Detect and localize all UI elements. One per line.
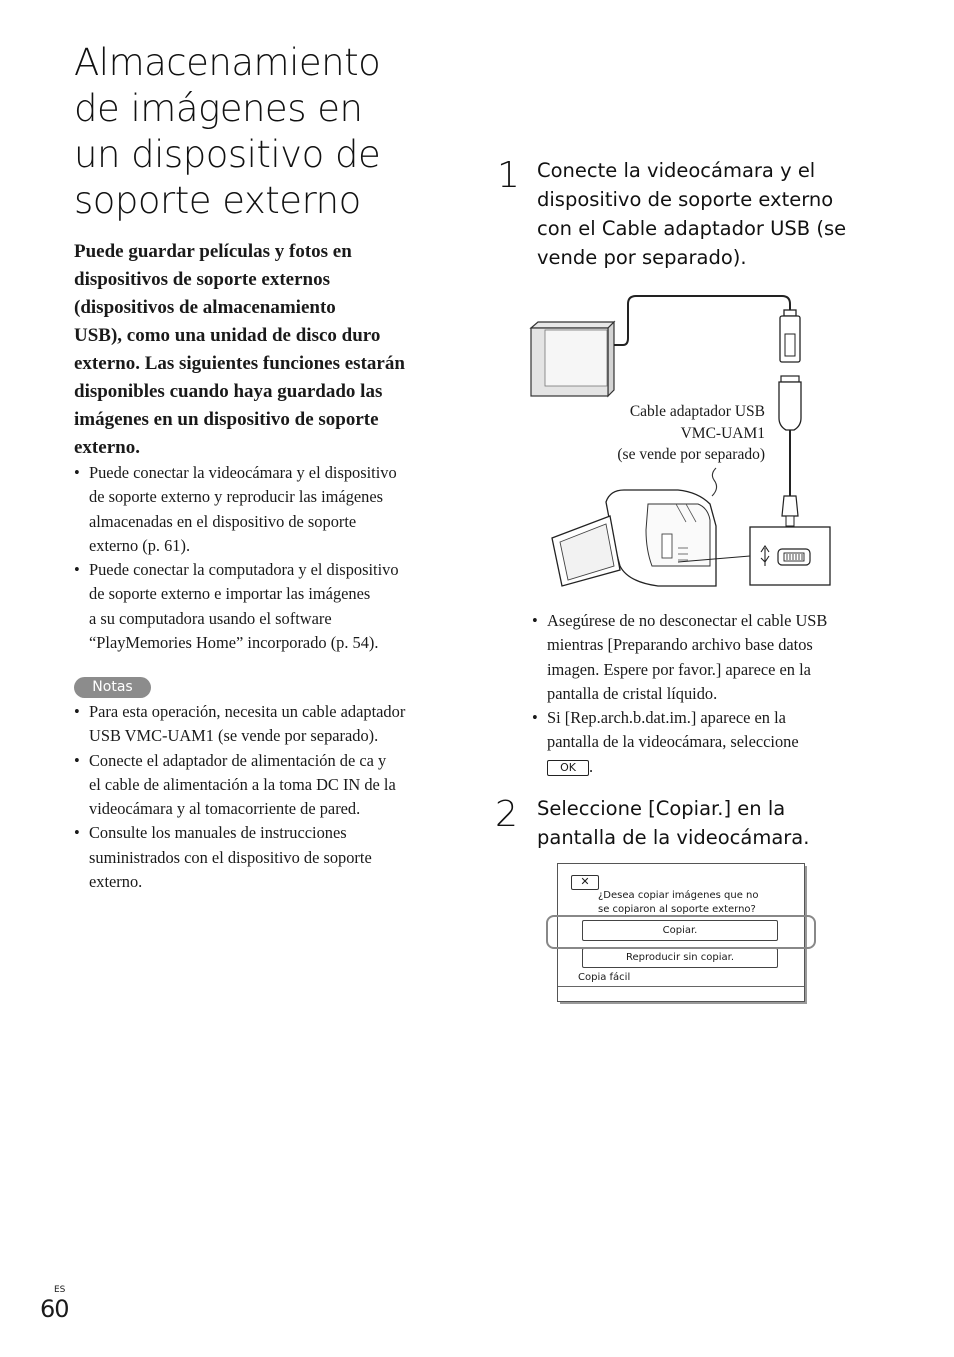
bullet-icon: • xyxy=(74,560,80,580)
camcorder-illustration xyxy=(552,468,717,586)
list-item: • Conecte el adaptador de alimentación de ca y el cable de alimentación a la toma DC IN de la videocámara y al tomacorriente de pared. xyxy=(74,750,396,819)
external-drive-illustration xyxy=(531,322,614,396)
micro-usb-plug xyxy=(782,496,798,526)
bullet-icon: • xyxy=(74,463,80,482)
usb-a-connector xyxy=(780,310,800,362)
bullet-icon: • xyxy=(532,708,538,728)
list-item: • Consulte los manuales de instrucciones suministrados con el dispositivo de soporte externo. xyxy=(74,823,372,892)
bullet-icon: • xyxy=(74,702,80,721)
close-button[interactable]: ✕ xyxy=(571,875,599,890)
divider xyxy=(558,986,804,987)
selection-highlight xyxy=(546,915,816,949)
language-code: ES xyxy=(54,1285,66,1295)
list-item: • Asegúrese de no desconectar el cable USB mientras [Preparando archivo base datos imagen. Espere por favor.] aparece en la pantalla de cristal líquido. xyxy=(532,611,828,703)
notes-badge: Notas xyxy=(74,677,151,698)
list-item: • Puede conectar la videocámara y el dispositivo de soporte externo y reproducir las imágenes almacenadas en el dispositivo de soporte externo (p. 61). xyxy=(74,463,397,555)
step-instruction: Conecte la videocámara y el dispositivo de soporte externo con el Cable adaptador USB (se vende por separado). xyxy=(537,159,847,269)
bullet-icon: • xyxy=(74,823,80,843)
ok-button-icon: OK xyxy=(547,760,589,776)
copy-button[interactable]: Copiar. xyxy=(582,920,778,941)
list-item: • Puede conectar la computadora y el dispositivo de soporte externo e importar las imágenes a su computadora usando el software “PlayMemories Home” incorporado (p. 54). xyxy=(74,560,399,653)
bullet-icon: • xyxy=(74,750,80,770)
step-number: 2 xyxy=(495,794,518,835)
usb-cable xyxy=(614,296,790,345)
list-item: • Para esta operación, necesita un cable adaptador USB VMC-UAM1 (se vende por separado). xyxy=(74,702,406,746)
features-list xyxy=(74,461,454,655)
cable-label: Cable adaptador USB VMC-UAM1 (se vende por separado) xyxy=(617,403,765,463)
warnings-list xyxy=(532,609,872,779)
step-instruction: Seleccione [Copiar.] en la pantalla de la videocámara. xyxy=(537,797,810,849)
notes-list xyxy=(74,700,454,894)
page-number: 60 xyxy=(40,1295,69,1323)
usb-adapter xyxy=(779,376,801,430)
bullet-icon: • xyxy=(532,611,538,630)
page-title: Almacenamiento de imágenes en un dispositivo de soporte externo xyxy=(74,41,381,222)
dialog-question: ¿Desea copiar imágenes que no se copiaron al soporte externo? xyxy=(598,890,759,915)
list-item: • Si [Rep.arch.b.dat.im.] aparece en la pantalla de la videocámara, seleccione OK . xyxy=(532,708,799,776)
easy-copy-label: Copia fácil xyxy=(578,972,631,983)
step-number: 1 xyxy=(497,155,520,196)
intro-paragraph: Puede guardar películas y fotos en dispositivos de soporte externos (dispositivos de almacenamiento USB), como una unidad de disco duro externo. Las siguientes funciones estarán disponibles cuando haya guardado las imágenes en un dispositivo de soporte externo. xyxy=(74,241,405,458)
play-without-copy-button[interactable]: Reproducir sin copiar. xyxy=(582,948,778,968)
